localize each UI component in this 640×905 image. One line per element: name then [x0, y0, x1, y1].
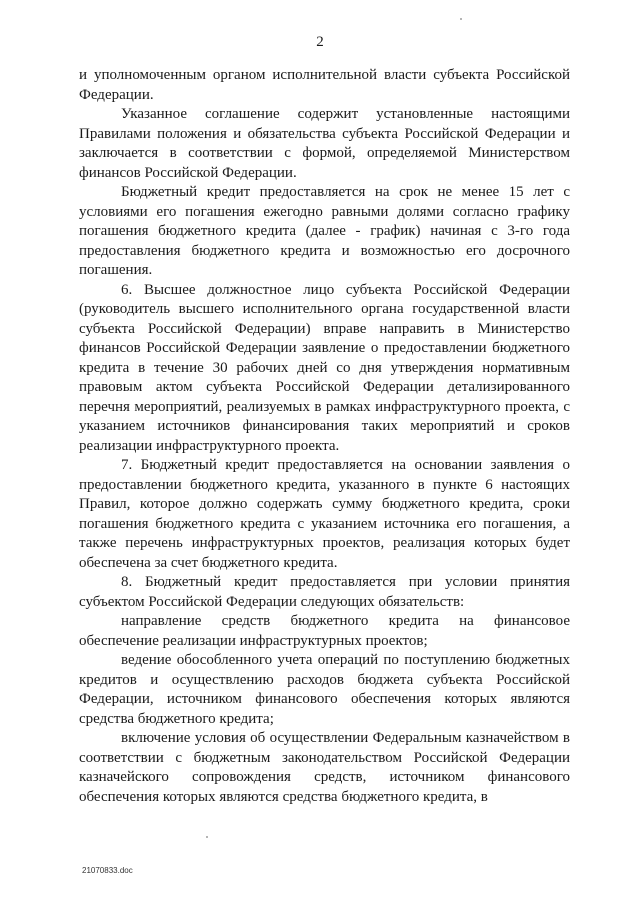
- document-body: [79, 66, 570, 807]
- scan-speck: [460, 18, 462, 20]
- paragraph-item-6: 6. Высшее должностное лицо субъекта Российской Федерации (руководитель высшего исполнительного органа государственной власти субъекта Российской Федерации) вправе направить в Министерство финансов Российской Федерации заявление о предоставлении бюджетного кредита в течение 30 рабочих дней со дня утверждения нормативным правовым актом субъекта Российской Федерации детализированного перечня мероприятий, реализуемых в рамках инфраструктурного проекта, с указанием источников финансирования таких мероприятий и сроков реализации инфраструктурного проекта.: [79, 281, 570, 454]
- paragraph-item-7: 7. Бюджетный кредит предоставляется на основании заявления о предоставлении бюджетного кредита, указанного в пункте 6 настоящих Правил, которое должно содержать сумму бюджетного кредита, сроки погашения бюджетного кредита с указанием источника его погашения, а также перечень инфраструктурных проектов, реализация которых будет обеспечена за счет бюджетного кредита.: [79, 457, 570, 571]
- paragraph-obligation-separate-accounting: ведение обособленного учета операций по поступлению бюджетных кредитов и осуществлению расходов бюджета субъекта Российской Федерации, источником финансового обеспечения которых являются средства бюджетного кредита;: [79, 652, 570, 727]
- page-number: 2: [316, 34, 324, 50]
- scan-speck: [206, 836, 208, 838]
- paragraph-agreement: Указанное соглашение содержит установленные настоящими Правилами положения и обязательства субъекта Российской Федерации и заключается в соответствии с формой, определяемой Министерством финансов Российской Федерации.: [79, 106, 570, 181]
- footer-document-code: 21070833.doc: [82, 866, 133, 875]
- paragraph-obligation-funds-direction: направление средств бюджетного кредита на финансовое обеспечение реализации инфраструктурных проектов;: [79, 613, 570, 649]
- paragraph-continuation: и уполномоченным органом исполнительной власти субъекта Российской Федерации.: [79, 67, 570, 103]
- paragraph-item-8: 8. Бюджетный кредит предоставляется при условии принятия субъектом Российской Федерации следующих обязательств:: [79, 574, 570, 610]
- paragraph-obligation-treasury-support: включение условия об осуществлении Федеральным казначейством в соответствии с бюджетным законодательством Российской Федерации казначейского сопровождения средств, источником финансового обеспечения которых являются средства бюджетного кредита, в: [79, 730, 570, 805]
- paragraph-credit-term: Бюджетный кредит предоставляется на срок не менее 15 лет с условиями его погашения ежегодно равными долями согласно графику погашения бюджетного кредита (далее - график) начиная с 3-го года предоставления бюджетного кредита и возможностью его досрочного погашения.: [79, 184, 570, 278]
